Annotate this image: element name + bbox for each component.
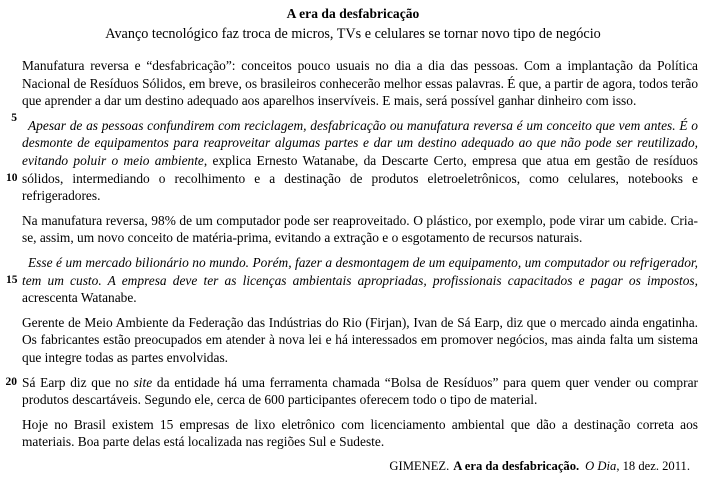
paragraph-2-italic-term: notebooks — [627, 170, 683, 186]
source-date: , 18 dez. 2011. — [616, 458, 690, 473]
paragraph-6 — [5, 374, 698, 409]
paragraph-3 — [22, 212, 698, 247]
paragraph-1 — [11, 57, 699, 124]
paragraph-5 — [22, 314, 698, 367]
line-number-5: 5 — [11, 111, 17, 124]
paragraph-5-text: Gerente de Meio Ambiente da Federação das Indústrias do Rio (Firjan), Ivan de Sá Earp, diz que o mercado ainda engatinha. Os fabricantes estão preocupados em atender à nova lei e há interessados em promover negócios, mas ainda falta um sistema que integre todas as partes envolvidas. — [22, 314, 698, 365]
paragraph-7 — [22, 416, 698, 451]
page-subtitle: Avanço tecnológico faz troca de micros, TVs e celulares se tornar novo tipo de negócio — [105, 26, 601, 42]
paragraph-6-italic-term: site — [133, 374, 153, 390]
source-publication: O Dia — [585, 458, 617, 473]
paragraph-7-text: Hoje no Brasil existem 15 empresas de lixo eletrônico com licenciamento ambiental que dão a destinação correta aos materiais. Boa parte delas está localizada nas regiões Sul e Sudeste. — [22, 416, 698, 450]
paragraph-4-quote: Esse é um mercado bilionário no mundo. Porém, fazer a desmontagem de um equipamento, um computador ou refrigerador, tem um custo. A empresa deve ter as licenças ambientais apropriadas, profissionais capacitados e pagar os impostos — [22, 254, 698, 288]
paragraph-2-attribution-tail: e refrigeradores. — [22, 170, 698, 204]
paragraph-6-text-after: da entidade há uma ferramenta chamada “Bolsa de Resíduos” para quem quer vender ou comprar produtos descartáveis. Segundo ele, cerca de 600 participantes oferecem todo o tipo de material. — [22, 374, 698, 408]
line-number-15: 15 — [6, 273, 18, 286]
source-author: GIMENEZ. — [389, 458, 450, 473]
source-work-title: A era da desfabricação — [453, 458, 577, 473]
line-number-20: 20 — [5, 375, 17, 388]
document-page — [0, 6, 706, 504]
paragraph-1-text: Manufatura reversa e “desfabricação”: conceitos pouco usuais no dia a dia das pessoas. Com a implantação da Política Nacional de Resíduos Sólidos, em breve, os brasileiros conhecerão melhor essas palavras. É que, a partir de agora, todos terão que aprender a dar um destino adequado aos aparelhos inservíveis. E mais, será possível ganhar dinheiro com isso. — [22, 58, 699, 109]
paragraph-4-attribution: , acrescenta Watanabe. — [22, 272, 698, 306]
paragraph-4 — [6, 254, 698, 307]
page-title: A era da desfabricação — [286, 6, 420, 21]
article-body — [0, 57, 706, 474]
paragraph-3-text: Na manufatura reversa, 98% de um computador pode ser reaproveitado. O plástico, por exemplo, pode virar um cabide. Cria-se, assim, um novo conceito de matéria-prima, evitando a extração e o esgotamento de recursos naturais. — [22, 212, 698, 246]
paragraph-6-text-before: Sá Earp diz que no — [22, 374, 134, 390]
paragraph-2 — [6, 117, 698, 205]
line-number-10: 10 — [6, 171, 18, 184]
paragraph-2-quote: Apesar de as pessoas confundirem com reciclagem, desfabricação ou manufatura reversa é um conceito que vem antes. É o desmonte de equipamentos para reaproveitar algumas partes e dar um destino adequado ao que não pode ser reutilizado, evitando poluir o meio ambiente — [22, 117, 698, 168]
source-credit — [22, 458, 698, 474]
paragraph-2-attribution: , explica Ernesto Watanabe, da Descarte Certo, empresa que atua em gestão de resíduos sólidos, intermediando o recolhimento e a destinação de produtos eletroeletrônicos, como celulares, — [22, 152, 698, 186]
source-work-title-period: . — [576, 458, 580, 473]
